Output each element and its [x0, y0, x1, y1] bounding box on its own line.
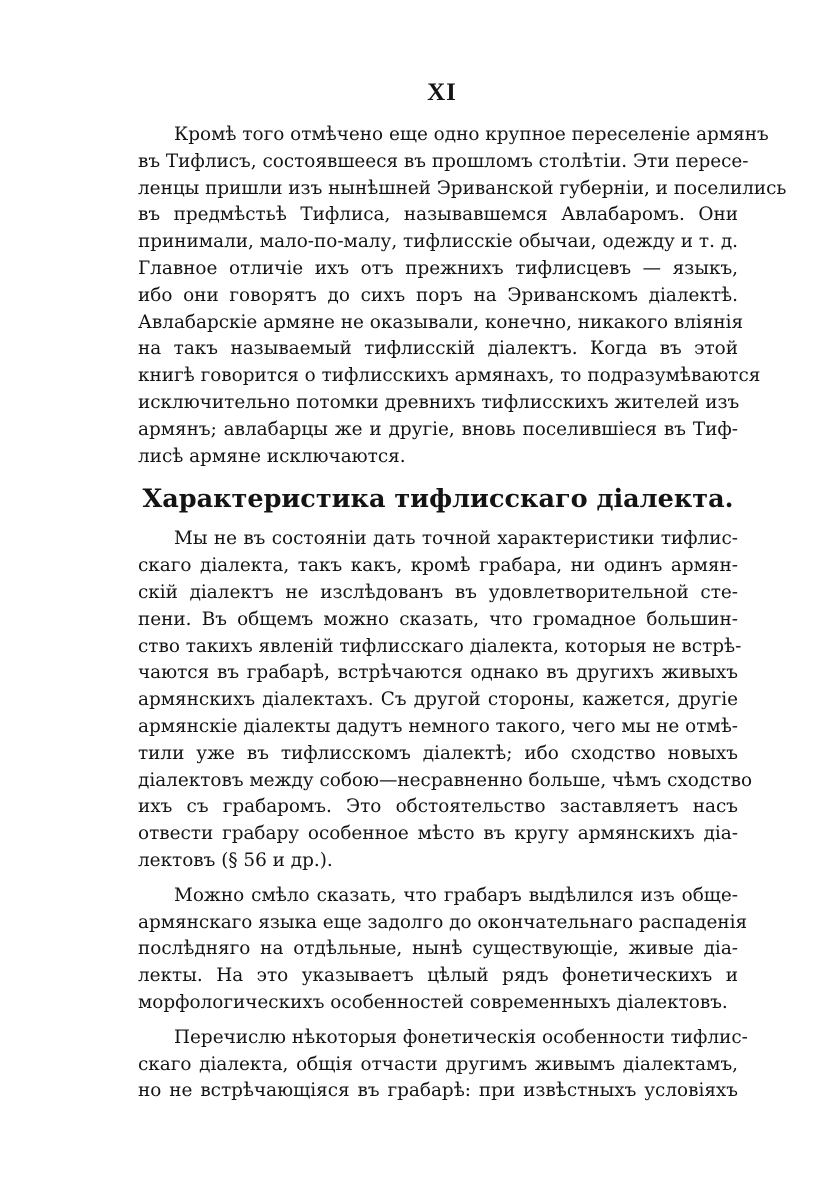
text-line: въ Тифлисъ, состоявшееся въ прошломъ столѣтіи. Эти пересе- — [138, 150, 749, 172]
page-number: XI — [427, 79, 457, 106]
text-line: ленцы пришли изъ нынѣшней Эриванской губерніи, и поселились — [138, 177, 787, 199]
text-line: скій діалектъ не изслѣдованъ въ удовлетворительной сте- — [138, 581, 738, 603]
paragraph-1 — [138, 122, 787, 470]
text-block — [138, 122, 787, 1105]
paragraph-2 — [138, 526, 753, 874]
text-line: лектовъ (§ 56 и др.). — [138, 849, 333, 871]
text-line: тили уже въ тифлисскомъ діалектѣ; ибо сходство новыхъ — [138, 742, 738, 764]
text-line: Можно смѣло сказать, что грабаръ выдѣлился изъ обще- — [174, 884, 738, 906]
text-line: ихъ съ грабаромъ. Это обстоятельство заставляетъ насъ — [138, 796, 738, 818]
text-line: армянскіе діалекты дадутъ немного такого, чего мы не отмѣ- — [138, 715, 739, 737]
text-line: Главное отличіе ихъ отъ прежнихъ тифлисцевъ — языкъ, — [138, 257, 738, 279]
text-line: исключительно потомки древнихъ тифлисскихъ жителей изъ — [138, 391, 740, 413]
text-line: на такъ называемый тифлисскій діалектъ. Когда въ этой — [138, 338, 738, 360]
text-line: скаго діалекта, такъ какъ, кромѣ грабара, ни одинъ армян- — [138, 555, 738, 577]
text-line: армянъ; авлабарцы же и другіе, вновь поселившіеся въ Тиф- — [138, 418, 738, 440]
text-line: принимали, мало-по-малу, тифлисскіе обычаи, одежду и т. д. — [138, 231, 738, 253]
paragraph-gap — [138, 875, 738, 883]
text-line: ство такихъ явленій тифлисскаго діалекта, которыя не встрѣ- — [138, 635, 742, 657]
text-line: Перечислю нѣкоторыя фонетическія особенности тифлис- — [174, 1026, 748, 1048]
text-line: книгѣ говорится о тифлисскихъ армянахъ, то подразумѣваются — [138, 365, 761, 387]
text-line: морфологическихъ особенностей современныхъ діалектовъ. — [138, 991, 728, 1013]
text-line: послѣдняго на отдѣльные, нынѣ существующіе, живые діа- — [138, 938, 738, 960]
text-line: лисѣ армяне исключаются. — [138, 445, 406, 467]
text-line: армянскихъ діалектахъ. Съ другой стороны, кажется, другіе — [138, 689, 738, 711]
text-line: Кромѣ того отмѣчено еще одно крупное переселеніе армянъ — [174, 124, 769, 145]
text-line: чаются въ грабарѣ, встрѣчаются однако въ другихъ живыхъ — [138, 662, 738, 684]
text-line: въ предмѣстьѣ Тифлиса, называвшемся Авлабаромъ. Они — [138, 204, 738, 226]
paragraph-4 — [138, 1025, 748, 1105]
text-line: армянскаго языка еще задолго до окончательнаго распаденія — [138, 911, 748, 933]
text-line: діалектовъ между собою—несравненно больше, чѣмъ сходство — [138, 769, 753, 791]
section-heading: Характеристика тифлисскаго діалекта. — [142, 484, 734, 515]
paragraph-3 — [138, 883, 748, 1017]
text-line: пени. Въ общемъ можно сказать, что громадное большин- — [138, 608, 738, 630]
text-line: лекты. На это указываетъ цѣлый рядъ фонетическихъ и — [138, 965, 738, 987]
text-line: ибо они говорятъ до сихъ поръ на Эриванскомъ діалектѣ. — [138, 284, 738, 306]
paragraph-gap — [138, 1017, 738, 1025]
text-line: но не встрѣчающіяся въ грабарѣ: при извѣстныхъ условіяхъ — [138, 1080, 738, 1102]
text-line: Авлабарскіе армяне не оказывали, конечно, никакого вліянія — [138, 311, 744, 333]
text-line: скаго діалекта, общія отчасти другимъ живымъ діалектамъ, — [138, 1053, 738, 1075]
text-line: отвести грабару особенное мѣсто въ кругу армянскихъ діа- — [138, 823, 738, 845]
text-line: Мы не въ состояніи дать точной характеристики тифлис- — [174, 528, 738, 550]
